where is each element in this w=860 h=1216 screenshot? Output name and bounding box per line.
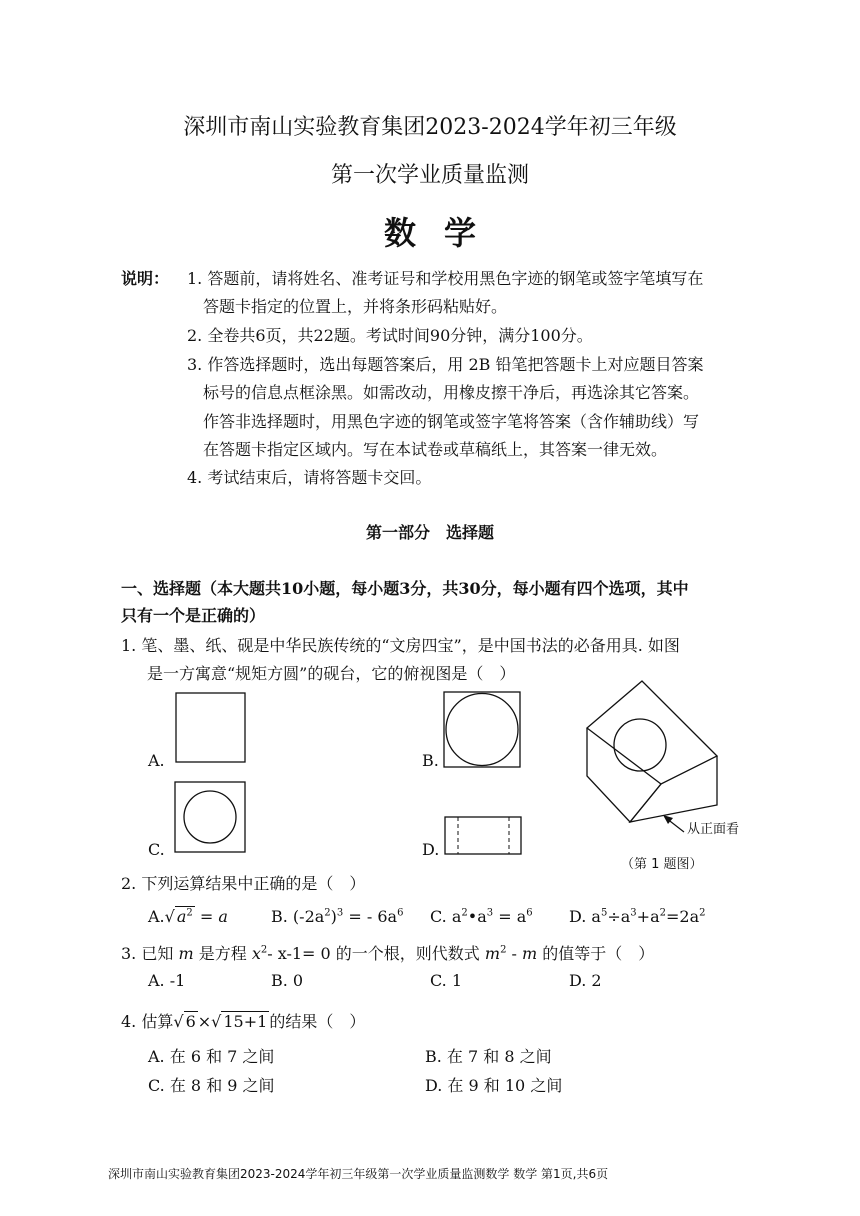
q1-figure-caption: （第 1 题图） — [621, 857, 703, 872]
exam-title-line2: 第一次学业质量监测 — [330, 163, 529, 188]
q2-option-a — [148, 907, 228, 926]
exam-title-line1: 深圳市南山实验教育集团2023-2024学年初三年级 — [183, 115, 677, 140]
q4-stem: 4. 估算√ 6 ×√ 15+1 的结果（ ） — [121, 1012, 366, 1031]
q2-option-a-radicand: $a^2$ — [176, 907, 193, 926]
sqrt-symbol: √ — [164, 907, 175, 926]
q1-option-a-label: A. — [148, 751, 165, 770]
q2-option-a-rhs: = a — [194, 907, 228, 926]
option-b-circle — [446, 694, 518, 766]
instruction-line: 答题卡指定的位置上，并将条形码粘贴好。 — [203, 297, 508, 316]
instruction-line: 标号的信息点框涂黑。如需改动，用橡皮擦干净后，再选涂其它答案。 — [203, 383, 700, 402]
q2-option-b: B. $(-2a^2)^3$ = - $6a^6$ — [271, 907, 404, 926]
q4-option-b: B. 在 7 和 8 之间 — [425, 1047, 552, 1066]
option-c-circle — [184, 791, 236, 843]
q3-option-d: D. 2 — [569, 971, 602, 990]
q2-stem: 2. 下列运算结果中正确的是（ ） — [121, 874, 366, 893]
q3-option-a: A. -1 — [148, 971, 186, 990]
q1-option-c-label: C. — [148, 840, 165, 859]
q1-stem-line1: 1. 笔、墨、纸、砚是中华民族传统的“文房四宝”，是中国书法的必备用具. 如图 — [121, 636, 680, 655]
q4-option-d: D. 在 9 和 10 之间 — [425, 1076, 563, 1095]
instruction-line: 在答题卡指定区域内。写在本试卷或草稿纸上，其答案一律无效。 — [203, 440, 668, 459]
option-c-square — [175, 782, 245, 852]
instruction-line: 3. 作答选择题时，选出每题答案后，用 2B 铅笔把答题卡上对应题目答案 — [187, 355, 704, 374]
q3-option-b: B. 0 — [271, 971, 304, 990]
q2-option-a-prefix: A. — [148, 907, 165, 926]
q4-option-a: A. 在 6 和 7 之间 — [148, 1047, 275, 1066]
option-a-square — [176, 693, 245, 762]
section-title: 第一部分 选择题 — [365, 523, 494, 542]
q2-option-d: D. $a^5\div a^3+a^2=2a^2$ — [569, 907, 706, 926]
inkstone-circle — [614, 719, 666, 771]
instructions-label: 说明： — [121, 269, 170, 288]
part1-heading-line1: 一、选择题（本大题共10小题，每小题3分，共30分，每小题有四个选项，其中 — [121, 579, 689, 598]
part1-heading-line2: 只有一个是正确的） — [121, 606, 266, 625]
q4-radicand-2: 15+1 — [223, 1012, 268, 1031]
q3-stem: 3. 已知 m 是方程 $x^2-$ x-1= 0 的一个根，则代数式 $m^2$ - m 的值等于（ ） — [121, 944, 655, 963]
q1-option-d-label: D. — [422, 840, 440, 859]
view-direction-label: 从正面看 — [687, 822, 740, 837]
sqrt-symbol: √ — [211, 1012, 222, 1031]
inkstone-right-face — [630, 756, 717, 822]
instruction-line: 4. 考试结束后，请将答题卡交回。 — [187, 468, 432, 487]
option-d-rect — [445, 817, 521, 854]
instruction-line: 2. 全卷共6页，共22题。考试时间90分钟，满分100分。 — [187, 326, 593, 345]
q2-option-c: C. $a^2•a^3 = a^6$ — [430, 907, 533, 926]
instruction-line: 1. 答题前，请将姓名、准考证号和学校用黑色字迹的钢笔或签字笔填写在 — [187, 269, 704, 288]
q4-radicand-1: 6 — [185, 1012, 196, 1031]
subject-title: 数学 — [383, 214, 504, 252]
q4-option-c: C. 在 8 和 9 之间 — [148, 1076, 275, 1095]
instruction-line: 作答非选择题时，用黑色字迹的钢笔或签字笔将答案（含作辅助线）写 — [203, 412, 700, 431]
q1-stem-line2: 是一方寓意“规矩方圆”的砚台，它的俯视图是（ ） — [147, 664, 516, 683]
q3-option-c: C. 1 — [430, 971, 463, 990]
sqrt-symbol: √ — [173, 1012, 184, 1031]
option-b-square — [444, 692, 520, 767]
page-footer: 深圳市南山实验教育集团2023-2024学年初三年级第一次学业质量监测数学 数学 第1页,共6页 — [108, 1167, 609, 1181]
q1-option-b-label: B. — [422, 751, 439, 770]
